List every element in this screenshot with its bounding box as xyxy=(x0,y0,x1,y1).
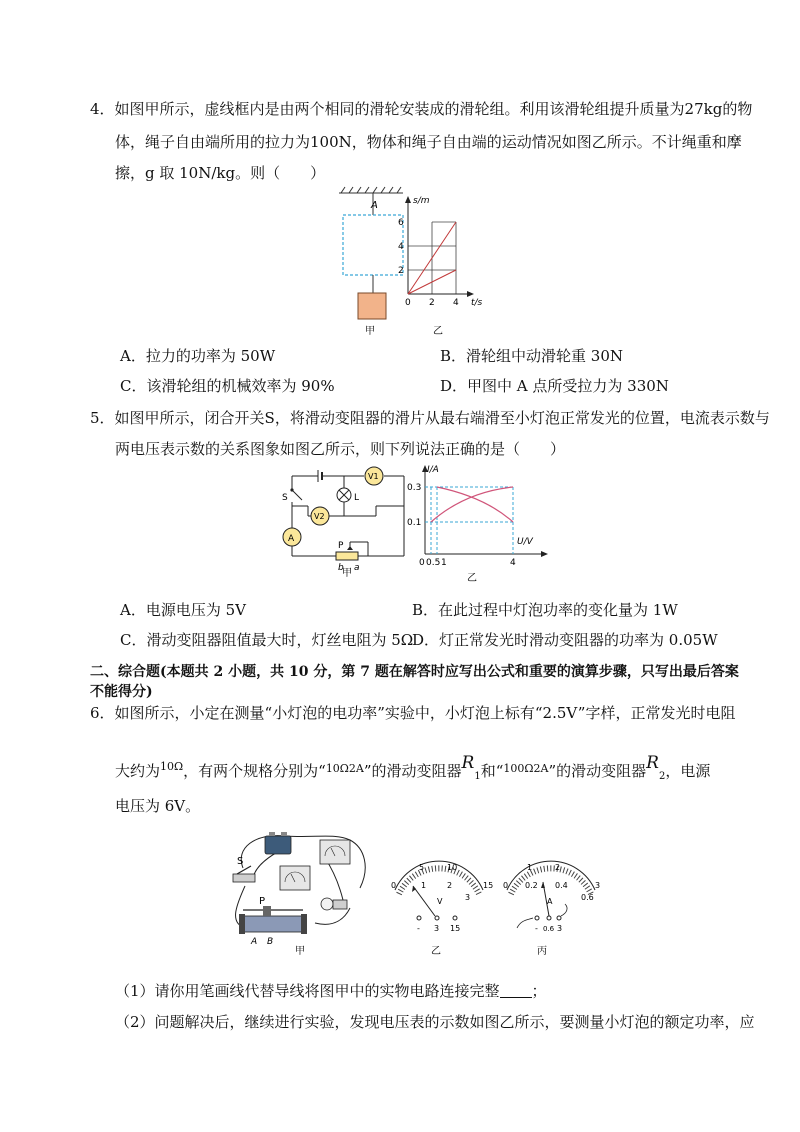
amp-top-2: 2 xyxy=(555,863,561,872)
curve-lamp xyxy=(431,487,513,522)
ammeter-device xyxy=(320,840,350,864)
q6-sub-1-text: （1）请你用笔画线代替导线将图甲中的实物电路连接完整 xyxy=(115,982,500,1000)
q4-option-c: C．该滑轮组的机械效率为 90% xyxy=(120,377,335,395)
volt-top-10: 10 xyxy=(447,863,458,872)
volt-pointer xyxy=(413,886,435,916)
slider-p-label: P xyxy=(259,896,266,907)
q4-line-3: 擦，g 取 10N/kg。则（ ） xyxy=(115,164,326,182)
load-block xyxy=(358,293,386,319)
amp-bottom-02: 0.2 xyxy=(525,881,538,890)
st-xtick-0: 0 xyxy=(405,298,411,308)
terminal-a-label: A xyxy=(251,937,258,947)
switch-label: S xyxy=(237,856,244,867)
volt-top-15: 15 xyxy=(483,881,494,890)
q4-option-d: D．甲图中 A 点所受拉力为 330N xyxy=(440,377,669,395)
label-a: A xyxy=(371,200,378,211)
q6-text-h: 和“ xyxy=(480,762,504,780)
rheostat-symbol xyxy=(336,552,358,560)
st-xtick-4: 4 xyxy=(453,298,459,308)
q6-sub-1-end: ； xyxy=(531,982,547,1000)
iu-xtick-1: 1 xyxy=(441,558,447,568)
amp-bottom-06: 0.6 xyxy=(581,893,594,902)
q5-option-b: B．在此过程中灯泡功率的变化量为 1W xyxy=(412,601,678,619)
q6-physical-circuit xyxy=(225,828,380,958)
q6-line-3: 电压为 6V。 xyxy=(115,797,201,815)
rheostat-device xyxy=(239,906,307,934)
volt-bottom-1: 1 xyxy=(421,881,427,890)
q4-line-2: 体，绳子自由端所用的拉力为100N，物体和绳子自由端的运动情况如图乙所示。不计绳重和摩 xyxy=(115,133,742,151)
q4-figure xyxy=(325,185,495,340)
caption-yi: 乙 xyxy=(433,326,443,337)
iu-axis-x-label: U/V xyxy=(517,537,533,547)
q5-iu-graph xyxy=(405,462,555,584)
q5-option-c: C．滑动变阻器阻值最大时，灯丝电阻为 5Ω xyxy=(120,631,414,649)
caption-jia: 甲 xyxy=(365,326,375,337)
caption-yi: 乙 xyxy=(467,573,477,584)
amp-bottom-0: 0 xyxy=(503,881,509,890)
st-ytick-6: 6 xyxy=(398,218,404,228)
rheostat-b-label: b xyxy=(338,563,344,573)
q6-line-2 xyxy=(115,753,710,787)
ammeter-label: A xyxy=(288,534,295,544)
amp-terminal-neg: - xyxy=(535,924,538,933)
iu-xtick-0: 0 xyxy=(419,558,425,568)
answer-blank[interactable] xyxy=(500,983,532,998)
q6-spec-r2: 100Ω2A xyxy=(503,762,549,775)
volt-terminal-3: 3 xyxy=(434,924,440,933)
q6-voltmeter-dial xyxy=(385,858,495,958)
iu-xtick-05: 0.5 xyxy=(426,558,441,568)
q5-circuit xyxy=(280,462,410,577)
q6-r1-subscript: 1 xyxy=(474,771,481,782)
q6-sub-1 xyxy=(115,981,547,1001)
pulley-box xyxy=(343,215,403,275)
amp-terminal-06: 0.6 xyxy=(543,925,555,933)
q6-text-a: 大约为 xyxy=(115,762,161,780)
q6-resistance: 10Ω xyxy=(160,760,184,773)
iu-ytick-03: 0.3 xyxy=(407,483,422,493)
q5-line-1: 5．如图甲所示，闭合开关S，将滑动变阻器的滑片从最右端滑至小灯泡正常发光的位置，电流表示数与 xyxy=(90,409,770,427)
q6-ammeter-dial xyxy=(497,858,607,958)
volt-top-5: 5 xyxy=(419,863,425,872)
q6-text-c: ，有两个规格分别为“ xyxy=(183,762,326,780)
lamp-device xyxy=(321,898,347,910)
volt-bottom-0: 0 xyxy=(391,881,397,890)
lamp-label: L xyxy=(354,493,360,503)
amp-top-1: 1 xyxy=(527,863,533,872)
q6-text-m: ，电源 xyxy=(665,762,711,780)
q6-spec-r1: 10Ω2A xyxy=(325,762,364,775)
amp-top-3: 3 xyxy=(595,881,601,890)
rheostat-a-label: a xyxy=(354,563,360,573)
switch-contact xyxy=(290,488,293,491)
amp-bottom-04: 0.4 xyxy=(555,881,568,890)
amp-unit: A xyxy=(547,897,553,906)
caption-jia: 甲 xyxy=(295,946,305,957)
volt-bottom-3: 3 xyxy=(465,893,471,902)
section-2-heading-cont: 不能得分) xyxy=(90,684,153,700)
slider-p-label: P xyxy=(338,541,344,551)
volt-bottom-2: 2 xyxy=(447,881,453,890)
st-axis-x-label: t/s xyxy=(471,298,483,308)
q6-r2-subscript: 2 xyxy=(658,771,666,782)
st-xtick-2: 2 xyxy=(429,298,435,308)
iu-ytick-01: 0.1 xyxy=(407,518,422,528)
q6-line-1: 6．如图所示，小定在测量“小灯泡的电功率”实验中，小灯泡上标有“2.5V”字样，正常发光时电阻 xyxy=(90,704,736,722)
caption-jia: 甲 xyxy=(342,568,352,577)
st-ytick-4: 4 xyxy=(398,242,404,252)
q6-r1-symbol: R xyxy=(461,753,475,773)
switch-device xyxy=(233,866,255,882)
ceiling-hatch xyxy=(339,187,403,193)
volt-terminal-neg: - xyxy=(417,924,420,933)
curve-rheostat xyxy=(437,487,513,522)
caption-bing: 丙 xyxy=(537,946,547,957)
iu-xtick-4: 4 xyxy=(510,558,516,568)
q5-option-d: D．灯正常发光时滑动变阻器的功率为 0.05W xyxy=(412,631,718,649)
section-2-heading: 二、综合题(本题共 2 小题，共 10 分，第 7 题在解答时应写出公式和重要的演算步骤，只写出最后答案 xyxy=(90,664,739,680)
st-ytick-2: 2 xyxy=(398,266,404,276)
q4-line-1: 4．如图甲所示，虚线框内是由两个相同的滑轮安装成的滑轮组。利用该滑轮组提升质量为27kg的物 xyxy=(90,100,753,118)
q6-text-e: ”的滑动变阻器 xyxy=(363,762,462,780)
q6-r2-symbol: R xyxy=(646,753,659,773)
amp-terminal-3: 3 xyxy=(557,924,563,933)
terminal-b-label: B xyxy=(267,937,274,947)
caption-yi: 乙 xyxy=(431,946,441,957)
q6-text-j: ”的滑动变阻器 xyxy=(548,762,647,780)
voltmeter-v2-label: V2 xyxy=(314,512,325,521)
st-axis-y-label: s/m xyxy=(413,196,430,206)
voltmeter-v1-label: V1 xyxy=(368,472,379,481)
q5-line-2: 两电压表示数的关系图象如图乙所示，则下列说法正确的是（ ） xyxy=(115,440,566,458)
q6-sub-2: （2）问题解决后，继续进行实验，发现电压表的示数如图乙所示，要测量小灯泡的额定功率，应 xyxy=(115,1013,755,1031)
q5-option-a: A．电源电压为 5V xyxy=(120,601,246,619)
switch-label: S xyxy=(282,493,288,503)
voltmeter-device xyxy=(280,866,310,890)
volt-terminal-15: 15 xyxy=(450,924,461,933)
iu-axis-y-label: I/A xyxy=(427,465,439,475)
volt-unit: V xyxy=(437,897,443,906)
q4-option-b: B．滑轮组中动滑轮重 30N xyxy=(440,347,624,365)
q4-option-a: A．拉力的功率为 50W xyxy=(120,347,276,365)
